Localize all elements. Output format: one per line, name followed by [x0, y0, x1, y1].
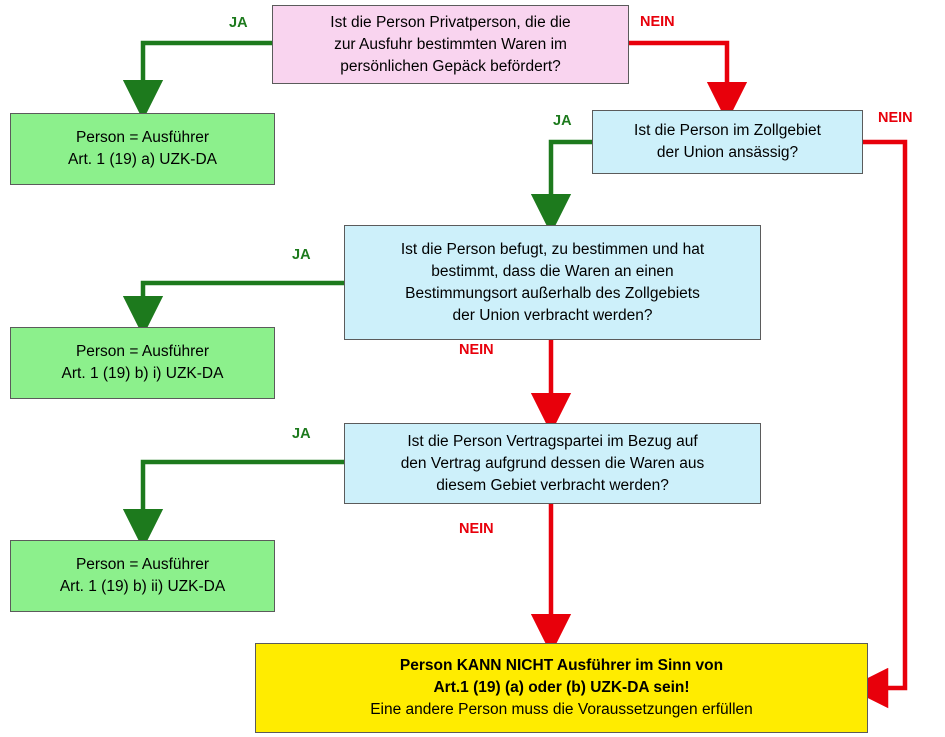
- node-question-authority: [344, 225, 761, 340]
- node-question-contract-party: [344, 423, 761, 504]
- node-final-line-2: Art.1 (19) (a) oder (b) UZK-DA sein!: [433, 679, 690, 696]
- node-contract-line-3: diesem Gebiet verbracht werden?: [436, 476, 669, 494]
- node-final-line-3: Eine andere Person muss die Voraussetzungen erfüllen: [370, 701, 753, 718]
- node-result-art-1-19-b-i: [10, 327, 275, 399]
- node-start-line-3: persönlichen Gepäck befördert?: [340, 57, 561, 75]
- node-result-a-line-2: Art. 1 (19) a) UZK-DA: [68, 151, 217, 168]
- edge-label-contract-no: NEIN: [459, 521, 494, 537]
- edge-label-authority-no: NEIN: [459, 342, 494, 358]
- node-residency-line-2: der Union ansässig?: [656, 144, 799, 161]
- node-result-b-i-line-2: Art. 1 (19) b) i) UZK-DA: [61, 365, 224, 382]
- edge-label-contract-yes: JA: [292, 426, 311, 442]
- node-start-line-1: Ist die Person Privatperson, die die: [330, 13, 571, 31]
- node-result-art-1-19-a: [10, 113, 275, 185]
- edge-label-authority-yes: JA: [292, 247, 311, 263]
- edge-label-start-no: NEIN: [640, 14, 675, 30]
- node-authority-line-1: Ist die Person befugt, zu bestimmen und hat: [400, 240, 705, 258]
- edge-label-residency-no: NEIN: [878, 110, 913, 126]
- node-result-b-ii-line-1: Person = Ausführer: [75, 556, 210, 573]
- node-result-a-line-1: Person = Ausführer: [75, 129, 210, 146]
- node-result-b-ii-line-2: Art. 1 (19) b) ii) UZK-DA: [59, 578, 226, 595]
- node-start-question: [272, 5, 629, 84]
- node-residency-line-1: Ist die Person im Zollgebiet: [634, 122, 821, 139]
- node-contract-line-1: Ist die Person Vertragspartei im Bezug auf: [407, 432, 698, 450]
- node-authority-line-2: bestimmt, dass die Waren an einen: [431, 262, 674, 280]
- edge-label-start-yes: JA: [229, 15, 248, 31]
- node-contract-line-2: den Vertrag aufgrund dessen die Waren aus: [400, 454, 705, 472]
- node-result-b-i-line-1: Person = Ausführer: [75, 343, 210, 360]
- node-final-not-exporter: [255, 643, 868, 733]
- node-authority-line-4: der Union verbracht werden?: [452, 306, 653, 324]
- node-question-residency: [592, 110, 863, 174]
- node-result-art-1-19-b-ii: [10, 540, 275, 612]
- node-final-line-1: Person KANN NICHT Ausführer im Sinn von: [399, 657, 724, 674]
- edge-label-residency-yes: JA: [553, 113, 572, 129]
- node-authority-line-3: Bestimmungsort außerhalb des Zollgebiets: [405, 284, 700, 302]
- node-start-line-2: zur Ausfuhr bestimmten Waren im: [334, 35, 567, 53]
